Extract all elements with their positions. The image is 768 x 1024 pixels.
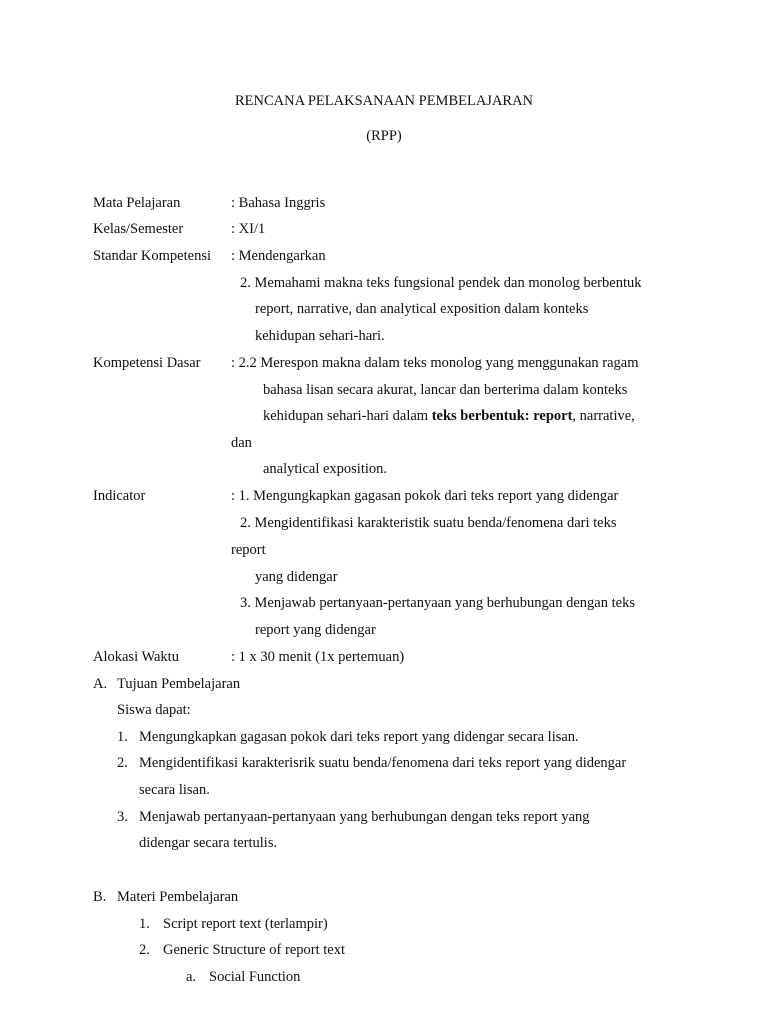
section-b-title: Materi Pembelajaran: [117, 889, 239, 905]
field-value-kompetensi: : 2.2 Merespon makna dalam teks monolog yang menggunakan ragam: [231, 355, 639, 371]
indicator-line: 3. Menjawab pertanyaan-pertanyaan yang berhubungan dengan teks: [240, 595, 635, 611]
section-a-intro: Siswa dapat:: [117, 702, 191, 718]
field-value-alokasi: : 1 x 30 menit (1x pertemuan): [231, 649, 405, 665]
kompetensi-line: [263, 407, 635, 425]
standar-line: report, narrative, dan analytical exposition dalam konteks: [255, 301, 589, 317]
standar-line: kehidupan sehari-hari.: [255, 328, 385, 344]
field-value-indicator: : 1. Mengungkapkan gagasan pokok dari teks report yang didengar: [231, 488, 619, 504]
field-label-kelas: Kelas/Semester: [93, 221, 184, 237]
sub-item-marker: a.: [186, 969, 197, 985]
kompetensi-line: dan: [231, 435, 252, 451]
list-item-text: Generic Structure of report text: [163, 942, 345, 958]
list-item-number: 2.: [139, 942, 150, 958]
list-item-text: Menjawab pertanyaan-pertanyaan yang berhubungan dengan teks report yang: [139, 809, 590, 825]
field-value-mata-pelajaran: : Bahasa Inggris: [231, 195, 326, 211]
field-value-kelas: : XI/1: [231, 221, 266, 237]
kompetensi-line-post: , narrative,: [572, 408, 635, 424]
section-b-marker: B.: [93, 889, 107, 905]
indicator-line: report: [231, 542, 266, 558]
section-a-marker: A.: [93, 676, 108, 692]
field-label-alokasi: Alokasi Waktu: [93, 649, 179, 665]
kompetensi-line-bold: teks berbentuk: report: [431, 408, 573, 424]
indicator-line: 2. Mengidentifikasi karakteristik suatu benda/fenomena dari teks: [240, 515, 617, 531]
list-item-text: didengar secara tertulis.: [139, 835, 278, 851]
indicator-line: report yang didengar: [255, 622, 376, 638]
standar-line: 2. Memahami makna teks fungsional pendek dan monolog berbentuk: [240, 275, 642, 291]
field-label-standar: Standar Kompetensi: [93, 248, 211, 264]
section-a-title: Tujuan Pembelajaran: [117, 676, 241, 692]
list-item-number: 1.: [117, 729, 128, 745]
sub-item-text: Social Function: [209, 969, 301, 985]
list-item-text: Mengidentifikasi karakterisrik suatu benda/fenomena dari teks report yang didengar: [139, 755, 627, 771]
document-subtitle: (RPP): [366, 128, 402, 144]
list-item-number: 3.: [117, 809, 128, 825]
list-item-text: secara lisan.: [139, 782, 210, 798]
field-label-kompetensi: Kompetensi Dasar: [93, 355, 201, 371]
document-title: RENCANA PELAKSANAAN PEMBELAJARAN: [234, 93, 534, 109]
kompetensi-line-pre: kehidupan sehari-hari dalam: [263, 408, 432, 424]
field-value-standar: : Mendengarkan: [231, 248, 326, 264]
field-label-mata-pelajaran: Mata Pelajaran: [93, 195, 181, 211]
kompetensi-line: bahasa lisan secara akurat, lancar dan berterima dalam konteks: [263, 382, 628, 398]
field-label-indicator: Indicator: [93, 488, 146, 504]
kompetensi-line: analytical exposition.: [263, 461, 388, 477]
list-item-text: Script report text (terlampir): [163, 916, 328, 932]
list-item-number: 1.: [139, 916, 150, 932]
list-item-text: Mengungkapkan gagasan pokok dari teks report yang didengar secara lisan.: [139, 729, 579, 745]
list-item-number: 2.: [117, 755, 128, 771]
indicator-line: yang didengar: [255, 569, 338, 585]
